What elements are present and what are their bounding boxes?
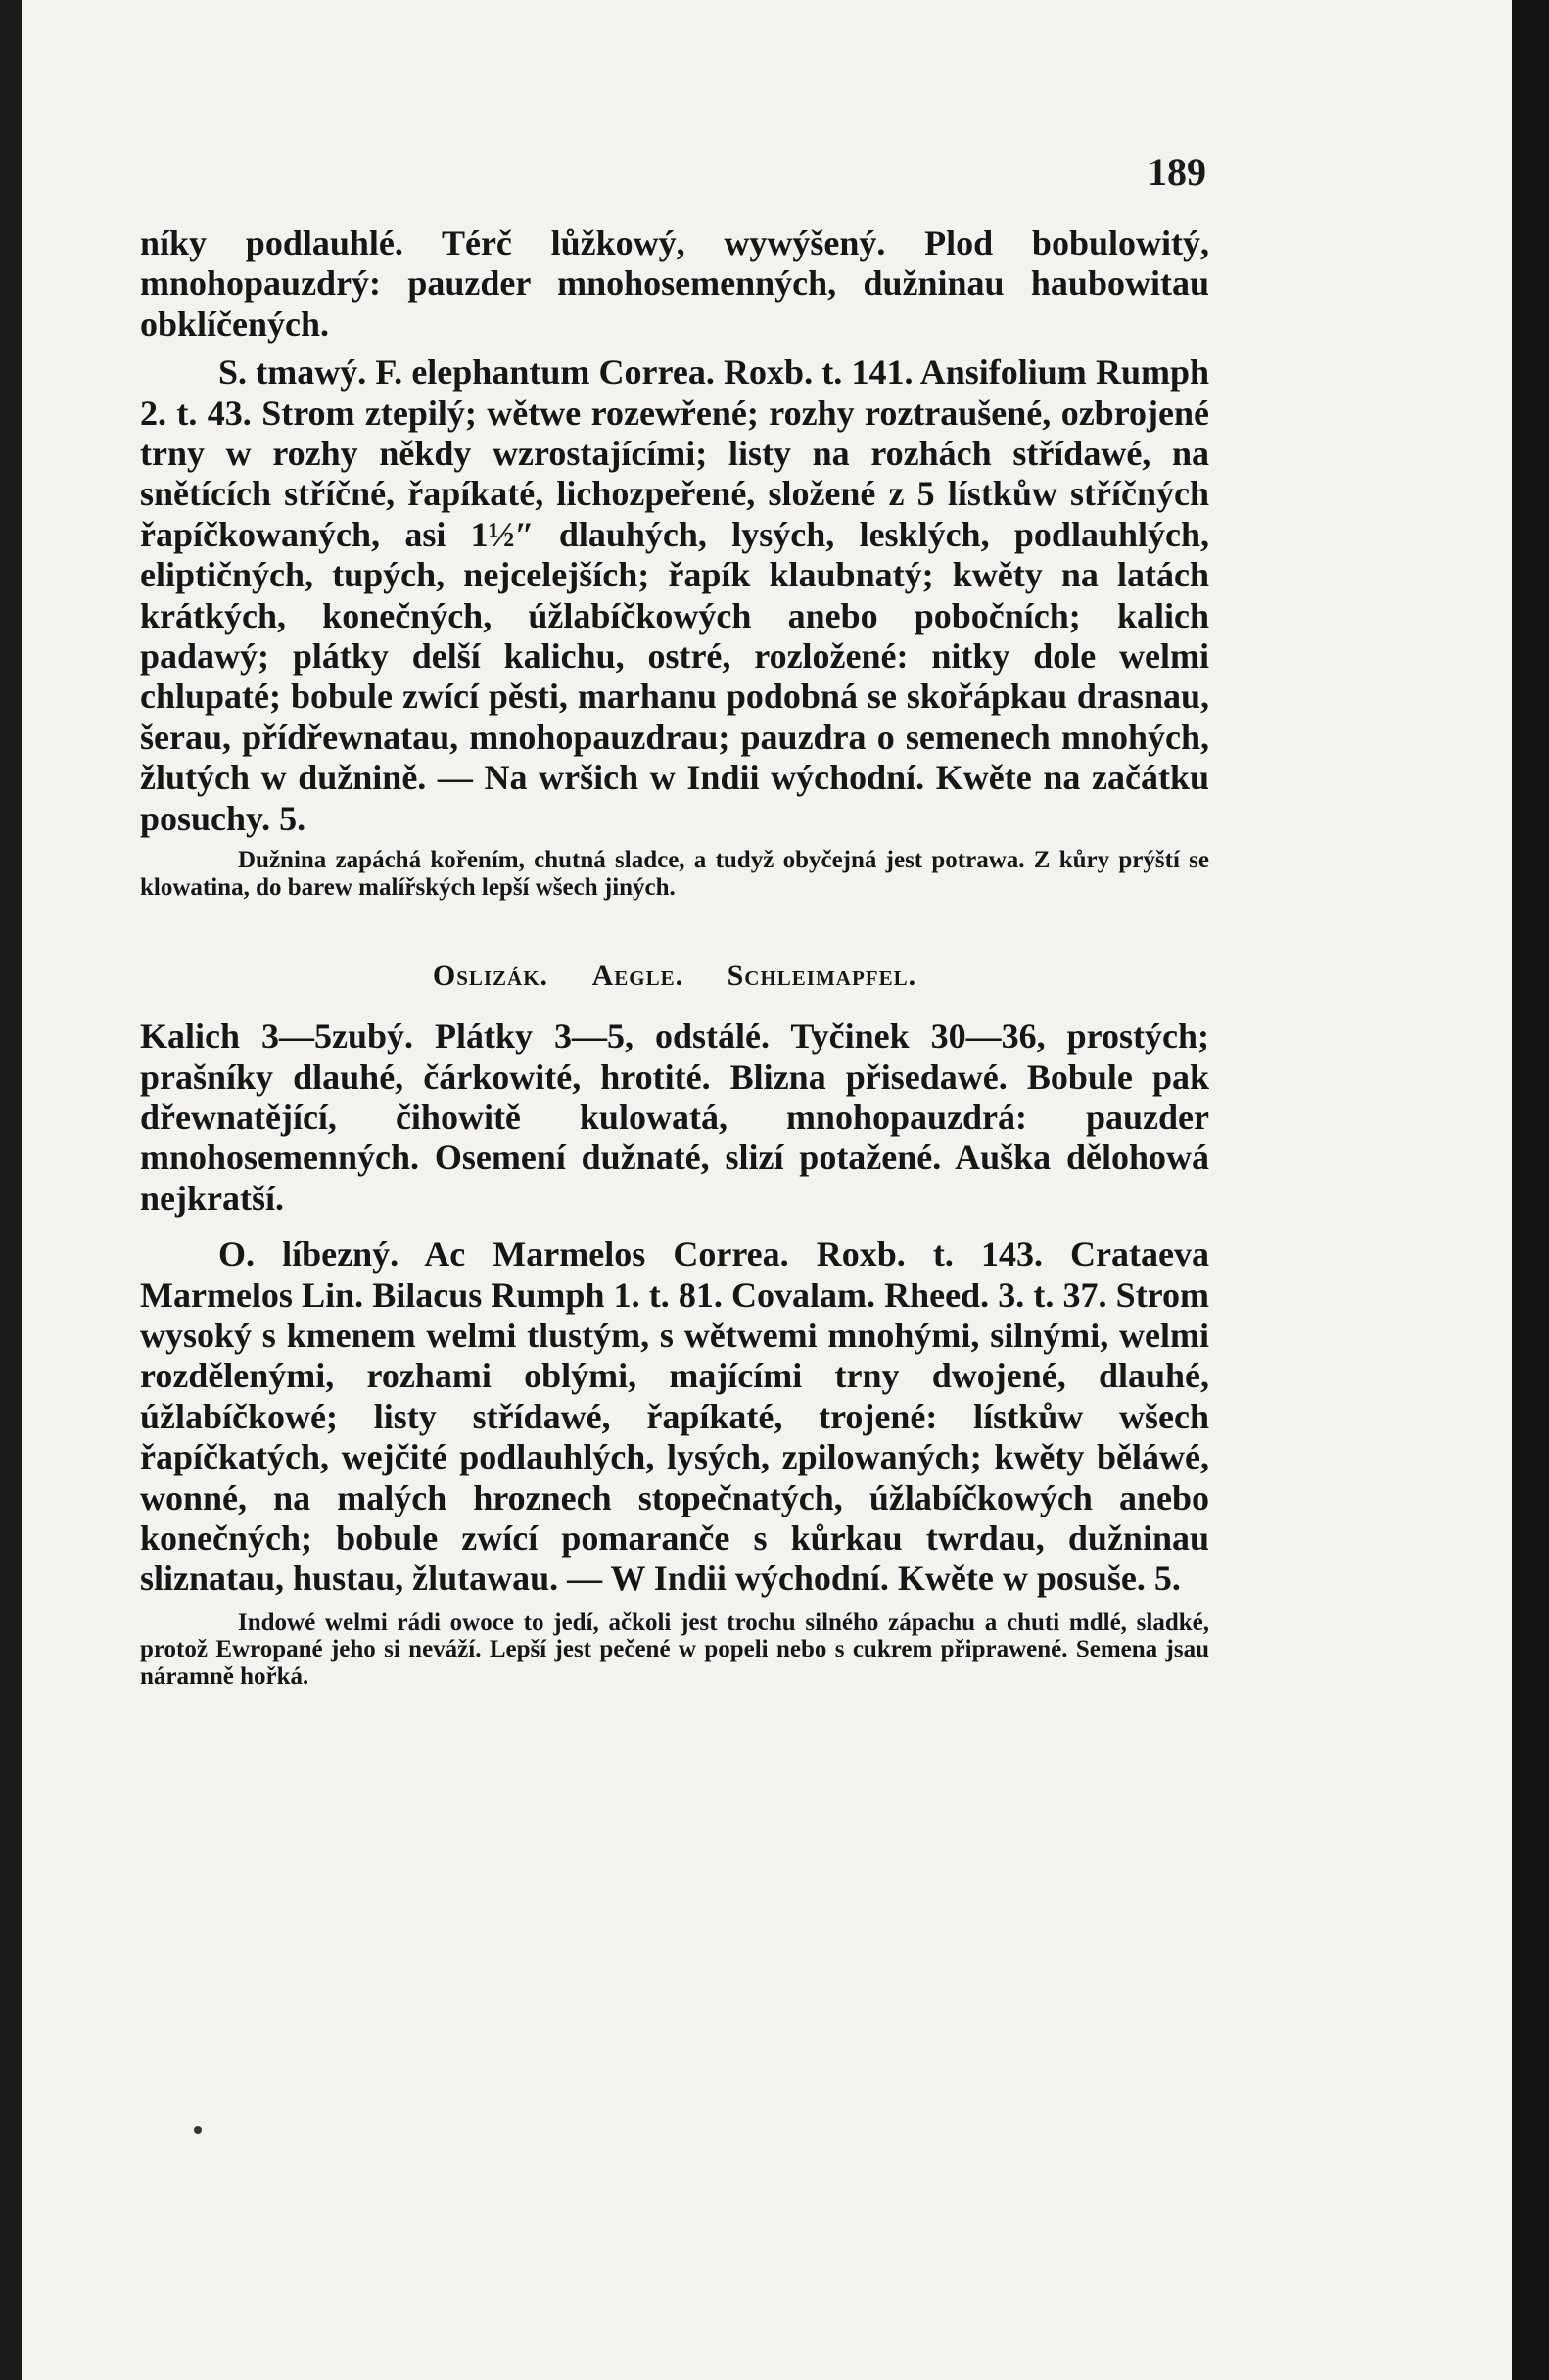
page-number: 189: [1148, 150, 1206, 194]
paragraph-aegle-description: Kalich 3—5zubý. Plátky 3—5, odstálé. Tyčinek 30—36, prostých; prašníky dlauhé, čárkowité, hrotité. Blizna přisedawé. Bobule pak dřewnatějící, čihowitě kulowatá, mnohopauzdrá: pauzder mnohosemenných. Osemení dužnaté, slizí potažené. Auška dělohowá nejkratší.: [140, 1016, 1209, 1218]
paragraph-species-marmelos: O. líbezný. Ac Marmelos Correa. Roxb. t. 143. Crataeva Marmelos Lin. Bilacus Rumph 1. t. 81. Covalam. Rheed. 3. t. 37. Strom wysoký s kmenem welmi tlustým, s wětwemi mnohými, silnými, welmi rozdělenými, rozhami oblými, majícími trny dwojené, dlauhé, úžlabíčkowé; listy střídawé, řapíkaté, trojené: lístkůw wšech řapíčkatých, wejčité podlauhlých, lysých, zpilowaných; kwěty běláwé, wonné, na malých hroznech stopečnatých, úžlabíčkowých anebo konečných; bobule zwící pomaranče s kůrkau twrdau, dužninau sliznatau, hustau, žlutawau. — W Indii wýchodní. Kwěte w posuše. 5.: [140, 1235, 1209, 1599]
ink-speck: [194, 2126, 202, 2134]
genus-heading-czech: Oslizák.: [432, 959, 549, 993]
genus-heading: [140, 959, 1209, 993]
paragraph-species-elephantum: S. tmawý. F. elephantum Correa. Roxb. t. 141. Ansifolium Rumph 2. t. 43. Strom ztepilý; wětwe rozewřené; rozhy roztraušené, ozbrojené trny w rozhy někdy wzrostajícími; listy na rozhách střídawé, na snětících stříčné, řapíkaté, lichozpeřené, složené z 5 lístkůw stříčných řapíčkowaných, asi 1½″ dlauhých, lysých, lesklých, podlauhlých, eliptičných, tupých, nejcelejších; řapík klaubnatý; kwěty na latách krátkých, konečných, úžlabíčkowých anebo pobočních; kalich padawý; plátky delší kalichu, ostré, rozložené: nitky dole welmi chlupaté; bobule zwící pěsti, marhanu podobná se skořápkau drasnau, šerau, přídřewnatau, mnohopauzdrau; pauzdra o semenech mnohých, žlutých w dužnině. — Na wršich w Indii wýchodní. Kwěte na začátku posuchy. 5.: [140, 352, 1209, 838]
scan-edge-right: [1512, 0, 1549, 2380]
genus-heading-german: Schleimapfel.: [727, 959, 917, 993]
paragraph-genus-description: níky podlauhlé. Térč lůžkowý, wywýšený. Plod bobulowitý, mnohopauzdrý: pauzder mnohosemenných, dužninau haubowitau obklíčených.: [140, 223, 1209, 344]
scan-edge-left: [0, 0, 22, 2380]
note-marmelos-uses: Indowé welmi rádi owoce to jedí, ačkoli jest trochu silného zápachu a chuti mdlé, sladké, protož Ewropané jeho si neváží. Lepší jest pečené w popeli nebo s cukrem připrawené. Semena jsau náramně hořká.: [140, 1609, 1209, 1690]
text-column: [140, 223, 1209, 1690]
genus-heading-latin: Aegle.: [591, 959, 684, 993]
note-elephantum-uses: Dužnina zapáchá kořením, chutná sladce, a tudyž obyčejná jest potrawa. Z kůry prýští se klowatina, do barew malířských lepší wšech jiných.: [140, 847, 1209, 901]
